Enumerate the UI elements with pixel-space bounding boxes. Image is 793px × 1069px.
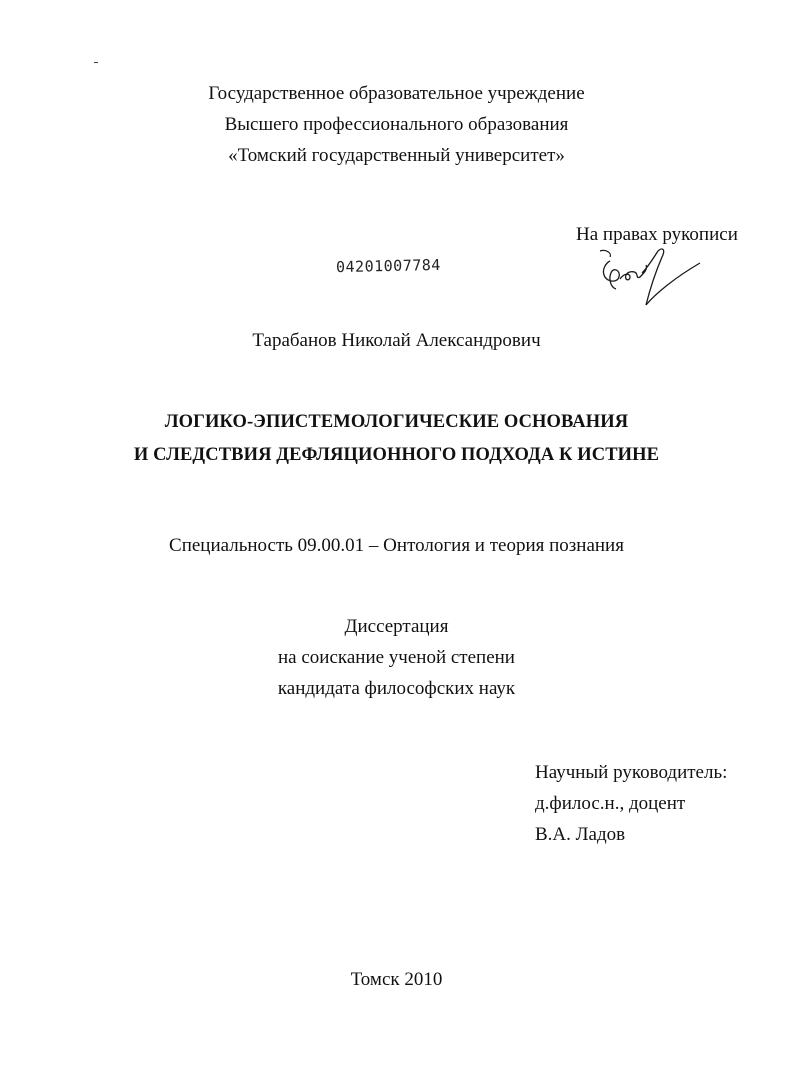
header-university: «Томский государственный университет» [228,145,565,166]
dissertation-title-line-2: И СЛЕДСТВИЯ ДЕФЛЯЦИОННОГО ПОДХОДА К ИСТИНЕ [133,445,660,465]
degree-purpose: на соискание ученой степени [278,647,515,668]
advisor-degree: д.филос.н., доцент [535,793,686,814]
advisor-label: Научный руководитель: [535,762,728,783]
registry-number: 04201007784 [335,255,442,277]
specialty: Специальность 09.00.01 – Онтология и теория познания [169,535,624,556]
header-education-level: Высшего профессионального образования [224,114,569,135]
header-institution: Государственное образовательное учреждение [208,83,585,104]
city-year: Томск 2010 [350,969,443,990]
dissertation-title-line-1: ЛОГИКО-ЭПИСТЕМОЛОГИЧЕСКИЕ ОСНОВАНИЯ [164,412,629,432]
scan-mark [94,62,98,63]
manuscript-rights-note: На правах рукописи [576,224,738,245]
signature-icon [596,243,706,319]
document-type: Диссертация [344,616,449,637]
advisor-name: В.А. Ладов [535,824,626,845]
author-name: Тарабанов Николай Александрович [252,330,541,351]
degree-name: кандидата философских наук [277,678,516,699]
